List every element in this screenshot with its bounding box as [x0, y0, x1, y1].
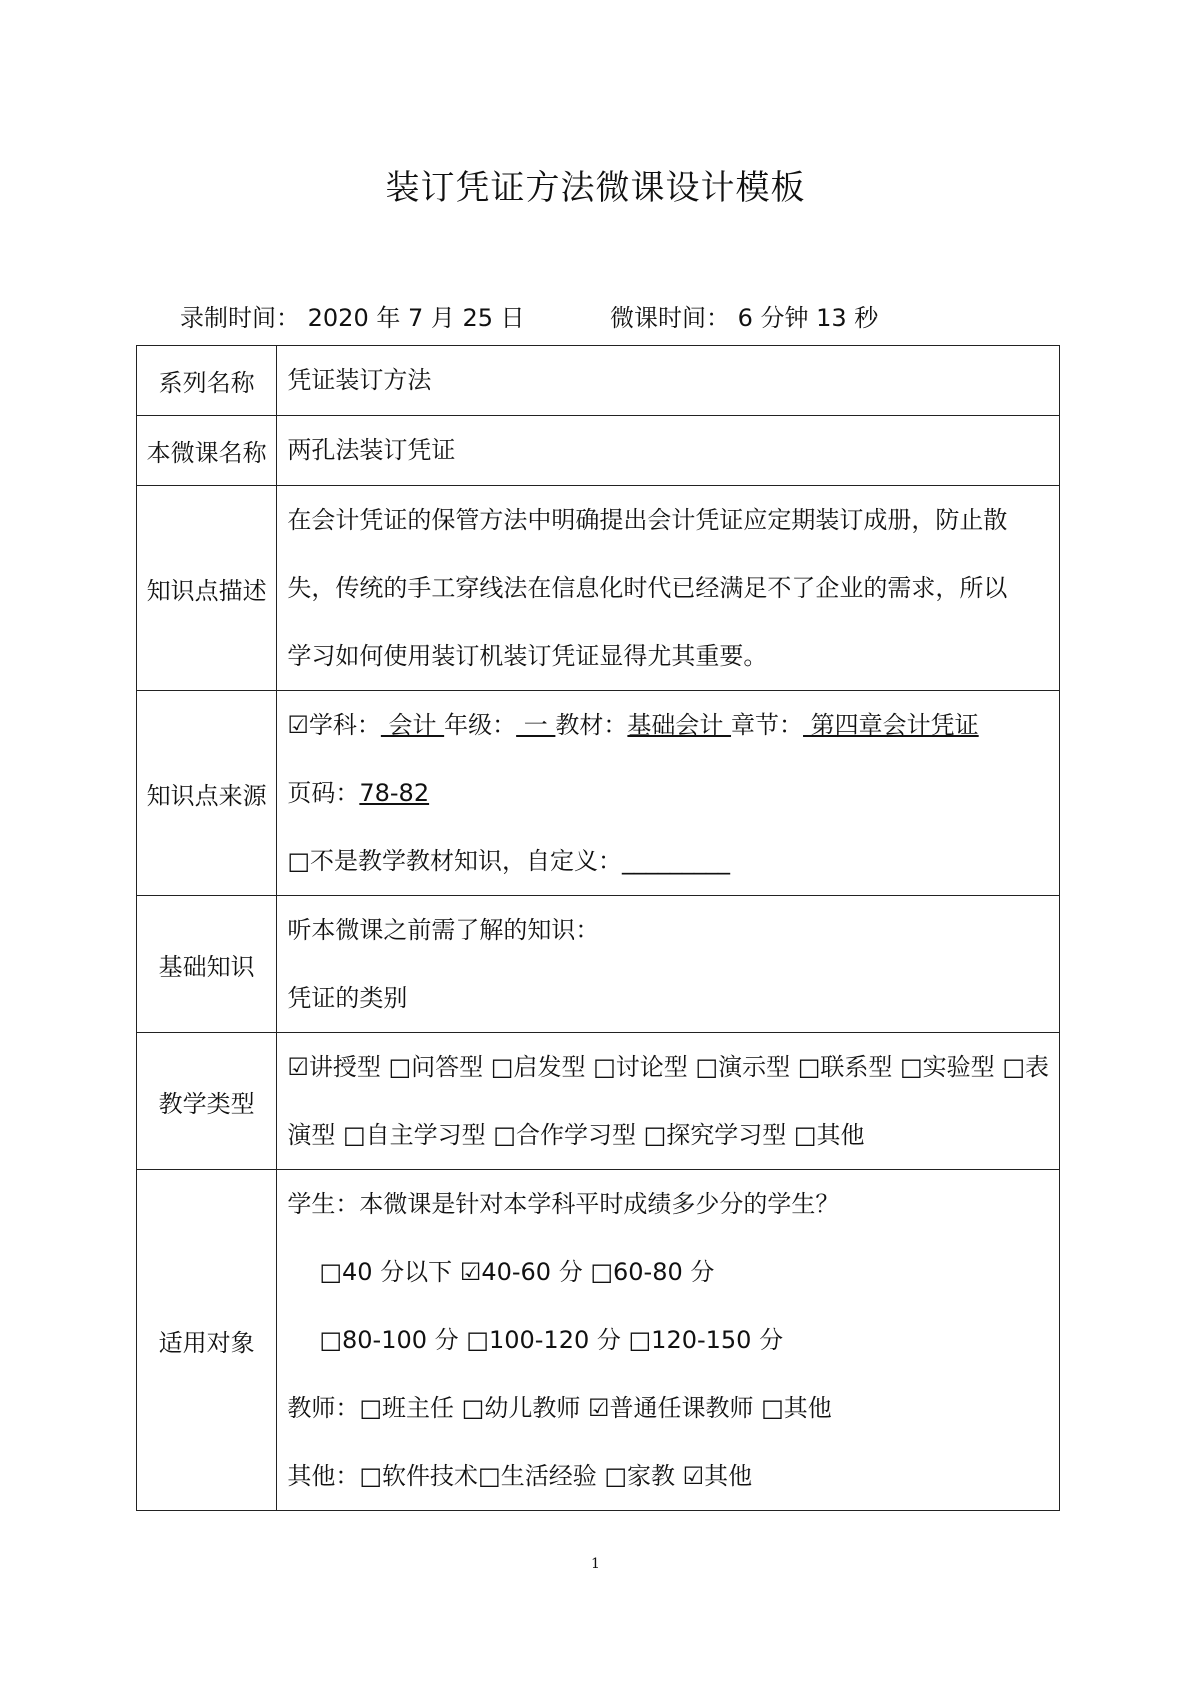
custom-value: _________ [622, 847, 731, 875]
description-line: 在会计凭证的保管方法中明确提出会计凭证应定期装订成册，防止散 [287, 506, 1008, 534]
row-basic [137, 896, 1060, 1033]
duration-label: 微课时间： [609, 304, 730, 332]
grade-value: 一 [516, 711, 556, 739]
audience-line-5: 其他：□软件技术□生活经验 □家教 ☑其他 [287, 1462, 753, 1490]
chapter-value: 第四章会计凭证 [803, 711, 979, 739]
grade-label: 年级： [444, 711, 517, 739]
teaching-type-line-2: 演型 □自主学习型 □合作学习型 □探究学习型 □其他 [287, 1121, 865, 1149]
textbook-value: 基础会计 [627, 711, 732, 739]
checked-box-icon[interactable]: ☑ [287, 711, 309, 739]
source-line-3 [287, 827, 1049, 895]
design-form-table [136, 345, 1060, 1511]
basic-line-1: 听本微课之前需了解的知识： [287, 916, 600, 944]
page-value: 78-82 [359, 779, 430, 807]
document-title: 装订凭证方法微课设计模板 [385, 168, 806, 208]
record-time-label: 录制时间： [180, 304, 300, 332]
series-label: 系列名称 [137, 346, 277, 416]
basic-label: 基础知识 [137, 896, 277, 1033]
row-teaching-type [137, 1033, 1060, 1170]
chapter-label: 章节： [731, 711, 804, 739]
row-course [137, 416, 1060, 486]
audience-line-4: 教师：□班主任 □幼儿教师 ☑普通任课教师 □其他 [287, 1394, 832, 1422]
subject-label: 学科： [308, 711, 381, 739]
audience-line-1: 学生：本微课是针对本学科平时成绩多少分的学生？ [287, 1190, 840, 1218]
series-value: 凭证装订方法 [287, 366, 432, 394]
custom-label: 不是教学教材知识，自定义： [310, 847, 623, 875]
record-time-value: 2020 年 7 月 25 日 [307, 304, 525, 332]
row-description [137, 486, 1060, 691]
audience-line-3: □80-100 分 □100-120 分 □120-150 分 [319, 1326, 784, 1354]
row-source [137, 691, 1060, 896]
textbook-label: 教材： [555, 711, 628, 739]
course-label: 本微课名称 [137, 416, 277, 486]
description-label: 知识点描述 [137, 486, 277, 691]
page-label: 页码： [287, 779, 360, 807]
course-value: 两孔法装订凭证 [287, 436, 456, 464]
unchecked-box-icon[interactable]: □ [287, 847, 311, 875]
page-number: 1 [591, 1556, 600, 1572]
audience-line-2: □40 分以下 ☑40-60 分 □60-80 分 [319, 1258, 715, 1286]
teaching-type-line-1: ☑讲授型 □问答型 □启发型 □讨论型 □演示型 □联系型 □实验型 □表 [287, 1053, 1049, 1081]
meta-line [180, 298, 1080, 333]
basic-line-2: 凭证的类别 [287, 984, 408, 1012]
duration-value: 6 分钟 13 秒 [737, 304, 879, 332]
description-line: 学习如何使用装订机装订凭证显得尤其重要。 [287, 642, 768, 670]
audience-label: 适用对象 [137, 1170, 277, 1511]
subject-value: 会计 [380, 711, 445, 739]
description-line: 失，传统的手工穿线法在信息化时代已经满足不了企业的需求，所以 [287, 574, 1008, 602]
source-line-1 [287, 691, 1049, 759]
source-line-2 [287, 759, 1049, 827]
row-series [137, 346, 1060, 416]
source-label: 知识点来源 [137, 691, 277, 896]
row-audience [137, 1170, 1060, 1511]
teaching-type-label: 教学类型 [137, 1033, 277, 1170]
